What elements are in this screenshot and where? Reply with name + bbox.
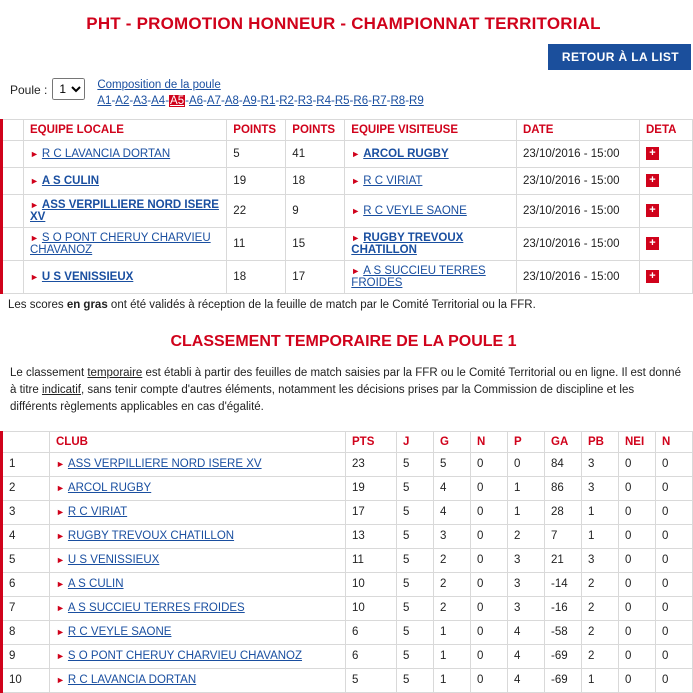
composition-block: [97, 78, 423, 109]
club-link[interactable]: ASS VERPILLIERE NORD ISERE XV: [67, 458, 262, 470]
club-link[interactable]: A S SUCCIEU TERRES FROIDES: [67, 602, 245, 614]
pts-cell: 6: [346, 644, 397, 668]
points-locale-value: 11: [233, 237, 246, 250]
expand-detail-button[interactable]: +: [646, 147, 659, 160]
matches-col-date: DATE: [517, 119, 640, 140]
bullet-arrow-icon: ►: [351, 232, 361, 243]
pts-cell: 6: [346, 620, 397, 644]
paragraph-part-2: est établi à partir des feuilles de match saisies par la FFR ou le Comité Territorial ou en ligne. Il est donné à titre: [10, 366, 681, 396]
table-row: [2, 620, 693, 644]
retour-a-la-liste-button[interactable]: RETOUR À LA LIST: [548, 44, 691, 70]
composition-link-separator: -: [165, 95, 170, 108]
n-cell: 0: [471, 668, 508, 692]
nei-cell: 0: [619, 668, 656, 692]
g-cell: 2: [434, 572, 471, 596]
points-visiteur-value: 9: [292, 204, 299, 217]
row-marker: [2, 194, 24, 227]
expand-detail-button[interactable]: +: [646, 237, 659, 250]
row-marker: [2, 140, 24, 167]
ranking-col-pb: PB: [582, 431, 619, 452]
composition-link-r8[interactable]: R8: [390, 95, 406, 108]
pb-cell: 3: [582, 548, 619, 572]
equipe-locale-cell: [24, 140, 227, 167]
equipe-locale-link[interactable]: S O PONT CHERUY CHARVIEU CHAVANOZ: [30, 231, 211, 256]
pts-cell: 17: [346, 500, 397, 524]
paragraph-temporaire: temporaire: [87, 366, 143, 379]
bullet-arrow-icon: ►: [30, 271, 39, 282]
club-link[interactable]: S O PONT CHERUY CHARVIEU CHAVANOZ: [67, 650, 303, 662]
matches-col-blank: [2, 119, 24, 140]
last-cell: 0: [656, 572, 693, 596]
row-marker: [2, 167, 24, 194]
composition-link-separator: -: [129, 95, 134, 108]
rank-number-cell: 9: [2, 644, 50, 668]
composition-link-separator: -: [349, 95, 354, 108]
equipe-locale-cell: [24, 194, 227, 227]
j-cell: 5: [397, 596, 434, 620]
composition-link-a8[interactable]: A8: [224, 95, 239, 108]
points-locale-value: 5: [233, 147, 240, 160]
matches-col-equipe-locale: EQUIPE LOCALE: [24, 119, 227, 140]
composition-link-separator: -: [147, 95, 152, 108]
ranking-table: [0, 431, 693, 693]
table-row: [2, 548, 693, 572]
bullet-arrow-icon: ►: [56, 531, 65, 541]
n-cell: 0: [471, 596, 508, 620]
g-cell: 1: [434, 620, 471, 644]
p-cell: 1: [508, 500, 545, 524]
bullet-arrow-icon: ►: [56, 627, 65, 637]
club-link[interactable]: A S CULIN: [67, 578, 124, 590]
points-visiteur-cell: [286, 227, 345, 260]
note-suffix: ont été validés à réception de la feuille de match par le Comité Territorial ou la FFR.: [107, 298, 536, 311]
ranking-col-club: CLUB: [50, 431, 346, 452]
j-cell: 5: [397, 572, 434, 596]
bullet-arrow-icon: ►: [30, 148, 39, 159]
points-visiteur-value: 41: [292, 147, 306, 160]
poule-label: Poule :: [10, 83, 48, 97]
j-cell: 5: [397, 548, 434, 572]
matches-table: [0, 119, 693, 294]
equipe-locale-link[interactable]: ASS VERPILLIERE NORD ISERE XV: [30, 198, 219, 223]
match-date-cell: 23/10/2016 - 15:00: [517, 227, 640, 260]
composition-link-a1[interactable]: A1: [97, 95, 112, 108]
expand-detail-button[interactable]: +: [646, 270, 659, 283]
pb-cell: 2: [582, 620, 619, 644]
table-row: [2, 227, 693, 260]
j-cell: 5: [397, 644, 434, 668]
g-cell: 4: [434, 500, 471, 524]
pb-cell: 2: [582, 572, 619, 596]
composition-link-separator: -: [275, 95, 280, 108]
composition-link-separator: -: [111, 95, 116, 108]
table-row: [2, 452, 693, 476]
table-row: [2, 194, 693, 227]
row-marker: [2, 227, 24, 260]
club-cell: [50, 548, 346, 572]
points-locale-cell: [227, 194, 286, 227]
last-cell: 0: [656, 548, 693, 572]
equipe-visiteuse-link[interactable]: A S SUCCIEU TERRES FROIDES: [351, 264, 486, 289]
retour-button-wrap: [0, 44, 687, 70]
points-locale-value: 22: [233, 204, 247, 217]
matches-header-row: [2, 119, 693, 140]
table-row: [2, 500, 693, 524]
composition-link-separator: -: [293, 95, 298, 108]
pts-cell: 5: [346, 668, 397, 692]
ga-cell: -16: [545, 596, 582, 620]
nei-cell: 0: [619, 596, 656, 620]
matches-col-points-local: POINTS: [227, 119, 286, 140]
detail-cell: [640, 260, 693, 293]
p-cell: 4: [508, 644, 545, 668]
composition-link-r1[interactable]: R1: [260, 95, 276, 108]
equipe-locale-cell: [24, 260, 227, 293]
pts-cell: 23: [346, 452, 397, 476]
club-link[interactable]: R C VEYLE SAONE: [67, 626, 172, 638]
g-cell: 1: [434, 644, 471, 668]
composition-link-a3[interactable]: A3: [133, 95, 148, 108]
ga-cell: 84: [545, 452, 582, 476]
ranking-col-ga: GA: [545, 431, 582, 452]
rank-number-cell: 3: [2, 500, 50, 524]
pts-cell: 10: [346, 572, 397, 596]
bullet-arrow-icon: ►: [56, 675, 65, 685]
ga-cell: -69: [545, 668, 582, 692]
club-cell: [50, 572, 346, 596]
last-cell: 0: [656, 620, 693, 644]
club-link[interactable]: R C LAVANCIA DORTAN: [67, 674, 197, 686]
p-cell: 3: [508, 596, 545, 620]
ga-cell: 21: [545, 548, 582, 572]
club-cell: [50, 644, 346, 668]
detail-cell: [640, 194, 693, 227]
match-date-cell: 23/10/2016 - 15:00: [517, 260, 640, 293]
points-visiteur-value: 17: [292, 270, 306, 283]
equipe-locale-cell: [24, 227, 227, 260]
n-cell: 0: [471, 644, 508, 668]
p-cell: 2: [508, 524, 545, 548]
ga-cell: -58: [545, 620, 582, 644]
composition-link-separator: -: [405, 95, 410, 108]
pb-cell: 2: [582, 596, 619, 620]
composition-link-separator: -: [256, 95, 261, 108]
table-row: [2, 668, 693, 692]
composition-link-r9[interactable]: R9: [409, 95, 424, 108]
match-date-cell: 23/10/2016 - 15:00: [517, 167, 640, 194]
composition-link-a6[interactable]: A6: [188, 95, 204, 108]
ranking-col-g: G: [434, 431, 471, 452]
table-row: [2, 140, 693, 167]
detail-cell: [640, 140, 693, 167]
equipe-visiteuse-link[interactable]: RUGBY TREVOUX CHATILLON: [351, 231, 464, 256]
table-row: [2, 476, 693, 500]
nei-cell: 0: [619, 572, 656, 596]
last-cell: 0: [656, 668, 693, 692]
club-cell: [50, 500, 346, 524]
composition-link-a5[interactable]: A5: [170, 95, 185, 108]
equipe-locale-link[interactable]: R C LAVANCIA DORTAN: [41, 147, 171, 160]
ranking-col-j: J: [397, 431, 434, 452]
g-cell: 4: [434, 476, 471, 500]
p-cell: 3: [508, 572, 545, 596]
bullet-arrow-icon: ►: [56, 651, 65, 661]
g-cell: 2: [434, 548, 471, 572]
note-bold: en gras: [66, 298, 108, 311]
p-cell: 3: [508, 548, 545, 572]
last-cell: 0: [656, 644, 693, 668]
matches-note: [0, 294, 687, 311]
points-visiteur-cell: [286, 194, 345, 227]
page-title: PHT - PROMOTION HONNEUR - CHAMPIONNAT TERRITORIAL: [86, 14, 601, 33]
composition-link-r2[interactable]: R2: [279, 95, 294, 108]
rank-number-cell: 8: [2, 620, 50, 644]
composition-link-a2[interactable]: A2: [115, 95, 130, 108]
ga-cell: 28: [545, 500, 582, 524]
expand-detail-button[interactable]: +: [646, 174, 659, 187]
paragraph-indicatif: indicatif: [41, 384, 81, 396]
composition-link-r3[interactable]: R3: [297, 95, 313, 108]
pts-cell: 13: [346, 524, 397, 548]
rank-number-cell: 2: [2, 476, 50, 500]
equipe-visiteuse-cell: [345, 167, 517, 194]
equipe-visiteuse-cell: [345, 227, 517, 260]
n-cell: 0: [471, 620, 508, 644]
last-cell: 0: [656, 476, 693, 500]
pb-cell: 1: [582, 500, 619, 524]
table-row: [2, 644, 693, 668]
rank-number-cell: 6: [2, 572, 50, 596]
club-cell: [50, 476, 346, 500]
rank-number-cell: 4: [2, 524, 50, 548]
composition-link-r5[interactable]: R5: [334, 95, 350, 108]
table-row: [2, 260, 693, 293]
ga-cell: 7: [545, 524, 582, 548]
last-cell: 0: [656, 596, 693, 620]
pb-cell: 1: [582, 524, 619, 548]
detail-cell: [640, 227, 693, 260]
j-cell: 5: [397, 668, 434, 692]
points-visiteur-cell: [286, 260, 345, 293]
bullet-arrow-icon: ►: [30, 199, 39, 210]
club-link[interactable]: U S VENISSIEUX: [67, 554, 160, 566]
points-visiteur-cell: [286, 140, 345, 167]
n-cell: 0: [471, 500, 508, 524]
p-cell: 4: [508, 668, 545, 692]
n-cell: 0: [471, 548, 508, 572]
club-cell: [50, 452, 346, 476]
bullet-arrow-icon: ►: [351, 148, 361, 159]
row-marker: [2, 260, 24, 293]
points-locale-value: 18: [233, 270, 247, 283]
bullet-arrow-icon: ►: [30, 175, 39, 186]
n-cell: 0: [471, 524, 508, 548]
j-cell: 5: [397, 500, 434, 524]
poule-selector-bar: [0, 70, 687, 113]
club-link[interactable]: RUGBY TREVOUX CHATILLON: [67, 530, 235, 542]
matches-col-detail: DETA: [640, 119, 693, 140]
points-visiteur-value: 15: [292, 237, 306, 250]
paragraph-part-1: Le classement: [10, 366, 88, 379]
nei-cell: 0: [619, 548, 656, 572]
composition-link-r4[interactable]: R4: [316, 95, 331, 108]
p-cell: 1: [508, 476, 545, 500]
composition-link-a9[interactable]: A9: [242, 95, 257, 108]
j-cell: 5: [397, 524, 434, 548]
paragraph-part-3: , sans tenir compte d'autres éléments, notamment les décisions prises par la Commission de discipline et les différents règlements applicables en cas d'égalité.: [10, 384, 635, 414]
ga-cell: -14: [545, 572, 582, 596]
last-cell: 0: [656, 452, 693, 476]
ranking-col-nei: NEI: [619, 431, 656, 452]
composition-link-separator: -: [368, 95, 372, 108]
ranking-title: CLASSEMENT TEMPORAIRE DE LA POULE 1: [170, 332, 517, 350]
club-link[interactable]: ARCOL RUGBY: [67, 482, 152, 494]
equipe-visiteuse-link[interactable]: R C VEYLE SAONE: [363, 204, 467, 217]
composition-link-a4[interactable]: A4: [151, 95, 166, 108]
bullet-arrow-icon: ►: [56, 459, 65, 469]
composition-link-separator: -: [185, 95, 189, 108]
table-row: [2, 167, 693, 194]
equipe-visiteuse-cell: [345, 260, 517, 293]
bullet-arrow-icon: ►: [351, 265, 361, 276]
ranking-col-rank: [2, 431, 50, 452]
composition-links[interactable]: [97, 94, 423, 108]
equipe-locale-cell: [24, 167, 227, 194]
j-cell: 5: [397, 476, 434, 500]
pts-cell: 10: [346, 596, 397, 620]
composition-link-separator: -: [203, 95, 207, 108]
equipe-visiteuse-cell: [345, 140, 517, 167]
equipe-visiteuse-link[interactable]: ARCOL RUGBY: [363, 147, 449, 160]
pb-cell: 2: [582, 644, 619, 668]
ranking-paragraph: [0, 361, 687, 417]
ranking-col-pts: PTS: [346, 431, 397, 452]
last-cell: 0: [656, 500, 693, 524]
nei-cell: 0: [619, 620, 656, 644]
ranking-header-row: [2, 431, 693, 452]
bullet-arrow-icon: ►: [56, 555, 65, 565]
nei-cell: 0: [619, 644, 656, 668]
table-row: [2, 524, 693, 548]
nei-cell: 0: [619, 500, 656, 524]
matches-col-equipe-visiteuse: EQUIPE VISITEUSE: [345, 119, 517, 140]
j-cell: 5: [397, 452, 434, 476]
pb-cell: 3: [582, 476, 619, 500]
points-locale-cell: [227, 260, 286, 293]
rank-number-cell: 1: [2, 452, 50, 476]
points-locale-cell: [227, 167, 286, 194]
pb-cell: 1: [582, 668, 619, 692]
composition-link-a7[interactable]: A7: [206, 95, 221, 108]
composition-link-separator: -: [386, 95, 391, 108]
g-cell: 1: [434, 668, 471, 692]
match-date-cell: 23/10/2016 - 15:00: [517, 140, 640, 167]
points-locale-cell: [227, 140, 286, 167]
equipe-visiteuse-cell: [345, 194, 517, 227]
ranking-col-n: N: [471, 431, 508, 452]
composition-title: Composition de la poule: [97, 79, 221, 91]
composition-link-separator: -: [220, 95, 225, 108]
note-prefix: Les scores: [8, 298, 67, 311]
n-cell: 0: [471, 572, 508, 596]
points-locale-value: 19: [233, 174, 247, 187]
p-cell: 0: [508, 452, 545, 476]
club-link[interactable]: R C VIRIAT: [67, 506, 128, 518]
poule-select[interactable]: [52, 78, 85, 100]
n-cell: 0: [471, 452, 508, 476]
composition-link-r6[interactable]: R6: [353, 95, 369, 108]
last-cell: 0: [656, 524, 693, 548]
club-cell: [50, 524, 346, 548]
ga-cell: 86: [545, 476, 582, 500]
points-locale-cell: [227, 227, 286, 260]
p-cell: 4: [508, 620, 545, 644]
ranking-col-p: P: [508, 431, 545, 452]
club-cell: [50, 596, 346, 620]
points-visiteur-cell: [286, 167, 345, 194]
pts-cell: 19: [346, 476, 397, 500]
nei-cell: 0: [619, 476, 656, 500]
pb-cell: 3: [582, 452, 619, 476]
composition-link-separator: -: [238, 95, 243, 108]
equipe-visiteuse-link[interactable]: R C VIRIAT: [363, 174, 423, 187]
detail-cell: [640, 167, 693, 194]
bullet-arrow-icon: ►: [56, 507, 65, 517]
table-row: [2, 572, 693, 596]
ranking-col-last: N: [656, 431, 693, 452]
bullet-arrow-icon: ►: [351, 175, 361, 186]
g-cell: 3: [434, 524, 471, 548]
composition-link-r7[interactable]: R7: [371, 95, 387, 108]
table-row: [2, 596, 693, 620]
rank-number-cell: 10: [2, 668, 50, 692]
bullet-arrow-icon: ►: [56, 603, 65, 613]
rank-number-cell: 5: [2, 548, 50, 572]
composition-link-separator: -: [331, 95, 335, 108]
points-visiteur-value: 18: [292, 174, 306, 187]
nei-cell: 0: [619, 524, 656, 548]
g-cell: 5: [434, 452, 471, 476]
rank-number-cell: 7: [2, 596, 50, 620]
ga-cell: -69: [545, 644, 582, 668]
equipe-locale-link[interactable]: A S CULIN: [41, 174, 99, 187]
equipe-locale-link[interactable]: U S VENISSIEUX: [41, 270, 134, 283]
g-cell: 2: [434, 596, 471, 620]
matches-col-points-visiteur: POINTS: [286, 119, 345, 140]
expand-detail-button[interactable]: +: [646, 204, 659, 217]
match-date-cell: 23/10/2016 - 15:00: [517, 194, 640, 227]
club-cell: [50, 620, 346, 644]
n-cell: 0: [471, 476, 508, 500]
bullet-arrow-icon: ►: [56, 579, 65, 589]
bullet-arrow-icon: ►: [30, 232, 39, 243]
bullet-arrow-icon: ►: [56, 483, 65, 493]
j-cell: 5: [397, 620, 434, 644]
nei-cell: 0: [619, 452, 656, 476]
pts-cell: 11: [346, 548, 397, 572]
composition-link-separator: -: [312, 95, 317, 108]
club-cell: [50, 668, 346, 692]
bullet-arrow-icon: ►: [351, 205, 361, 216]
